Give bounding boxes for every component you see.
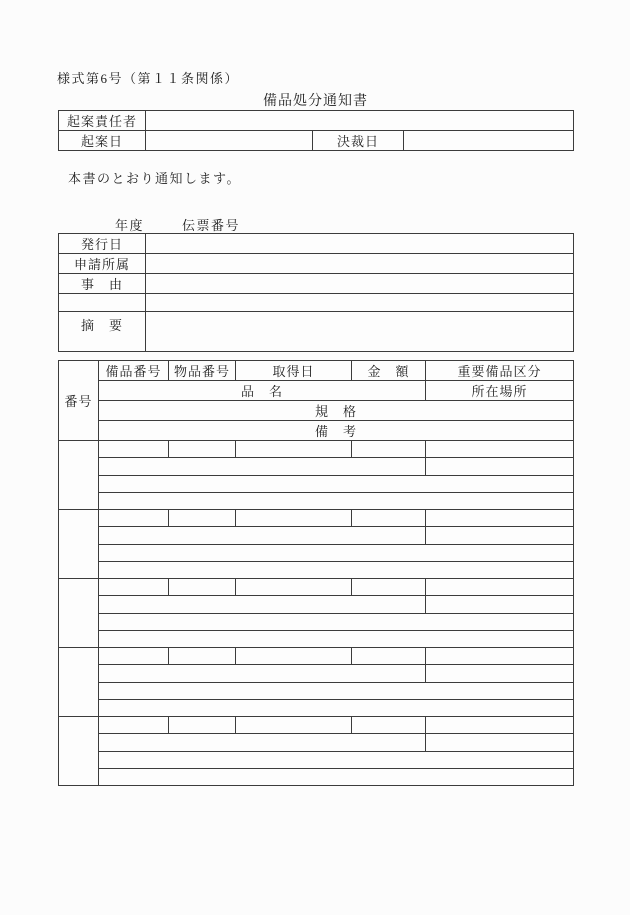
reason-value-cell: [146, 274, 574, 294]
items-header-row-2: [59, 381, 574, 401]
drafter-label: 起案責任者: [59, 111, 146, 131]
item-block-2-main-row: [59, 510, 574, 527]
acquisition-date-cell: [236, 648, 352, 665]
spec-header: 規 格: [99, 401, 574, 421]
items-table-body: [59, 441, 574, 786]
equipment-no-header: 備品番号: [99, 361, 169, 381]
item-block-5-remarks-row: [59, 768, 574, 785]
important-class-cell: [426, 579, 574, 596]
remarks-cell: [99, 699, 574, 716]
drafter-row: [59, 111, 574, 131]
important-class-cell: [426, 510, 574, 527]
slip-number-label: 伝票番号: [182, 218, 241, 233]
item-number-cell: [59, 648, 99, 717]
item-number-cell: [59, 441, 99, 510]
important-class-cell: [426, 717, 574, 734]
item-name-cell: [99, 665, 426, 682]
item-block-2-remarks-row: [59, 561, 574, 578]
item-block-1-spec-row: [59, 475, 574, 492]
important-class-header: 重要備品区分: [426, 361, 574, 381]
location-cell: [426, 527, 574, 544]
equipment-no-cell: [99, 717, 169, 734]
approval-date-label: 決裁日: [313, 131, 404, 151]
acquisition-date-cell: [236, 441, 352, 458]
item-block-4-remarks-row: [59, 699, 574, 716]
location-header: 所在場所: [426, 381, 574, 401]
item-block-4-name-row: [59, 665, 574, 682]
acquisition-date-header: 取得日: [236, 361, 352, 381]
equipment-no-cell: [99, 579, 169, 596]
drafter-value-cell: [146, 111, 574, 131]
item-block-3-name-row: [59, 596, 574, 613]
item-block-2-name-row: [59, 527, 574, 544]
equipment-no-cell: [99, 510, 169, 527]
spec-cell: [99, 613, 574, 630]
reason-label: 事 由: [59, 274, 146, 294]
spec-cell: [99, 682, 574, 699]
location-cell: [426, 458, 574, 475]
location-cell: [426, 596, 574, 613]
item-no-cell: [169, 441, 236, 458]
equipment-no-cell: [99, 441, 169, 458]
reason-extra-value-cell: [146, 294, 574, 312]
reason-extra-label-cell: [59, 294, 146, 312]
acquisition-date-cell: [236, 717, 352, 734]
items-header-row-1: [59, 361, 574, 381]
department-value-cell: [146, 254, 574, 274]
item-name-cell: [99, 527, 426, 544]
amount-cell: [352, 717, 426, 734]
items-header-row-4: [59, 421, 574, 441]
amount-cell: [352, 648, 426, 665]
issue-date-row: [59, 234, 574, 254]
item-no-cell: [169, 648, 236, 665]
item-block-4-main-row: [59, 648, 574, 665]
item-block-1-name-row: [59, 458, 574, 475]
items-table: [58, 360, 574, 786]
item-name-cell: [99, 596, 426, 613]
important-class-cell: [426, 648, 574, 665]
amount-cell: [352, 579, 426, 596]
draft-date-row: [59, 131, 574, 151]
remarks-header: 備 考: [99, 421, 574, 441]
remarks-cell: [99, 768, 574, 785]
spec-cell: [99, 475, 574, 492]
item-no-cell: [169, 717, 236, 734]
items-table-header: [59, 361, 574, 441]
detail-table: [58, 233, 574, 352]
remarks-cell: [99, 492, 574, 509]
item-block-3-spec-row: [59, 613, 574, 630]
amount-cell: [352, 510, 426, 527]
draft-date-value-cell: [146, 131, 313, 151]
draft-date-label: 起案日: [59, 131, 146, 151]
item-block-5-name-row: [59, 734, 574, 751]
item-no-cell: [169, 510, 236, 527]
item-block-1-main-row: [59, 441, 574, 458]
item-block-3-main-row: [59, 579, 574, 596]
department-row: [59, 254, 574, 274]
item-no-header: 物品番号: [169, 361, 236, 381]
summary-row: [59, 312, 574, 352]
spec-cell: [99, 751, 574, 768]
issue-date-label: 発行日: [59, 234, 146, 254]
summary-value-cell: [146, 312, 574, 352]
page-title: 備品処分通知書: [263, 94, 368, 109]
location-cell: [426, 665, 574, 682]
item-block-5-main-row: [59, 717, 574, 734]
item-block-2-spec-row: [59, 544, 574, 561]
item-name-cell: [99, 734, 426, 751]
item-block-5-spec-row: [59, 751, 574, 768]
acquisition-date-cell: [236, 510, 352, 527]
reason-extra-row: [59, 294, 574, 312]
issue-date-value-cell: [146, 234, 574, 254]
draft-approval-table: [58, 110, 574, 151]
item-no-cell: [169, 579, 236, 596]
location-cell: [426, 734, 574, 751]
department-label: 申請所属: [59, 254, 146, 274]
reason-row: [59, 274, 574, 294]
item-block-3-remarks-row: [59, 630, 574, 647]
important-class-cell: [426, 441, 574, 458]
item-name-cell: [99, 458, 426, 475]
remarks-cell: [99, 630, 574, 647]
amount-cell: [352, 441, 426, 458]
item-number-cell: [59, 717, 99, 786]
form-number-label: 様式第6号（第１１条関係）: [57, 71, 240, 86]
approval-date-value-cell: [404, 131, 574, 151]
item-block-1-remarks-row: [59, 492, 574, 509]
acquisition-date-cell: [236, 579, 352, 596]
item-name-header: 品 名: [99, 381, 426, 401]
spec-cell: [99, 544, 574, 561]
item-number-cell: [59, 510, 99, 579]
remarks-cell: [99, 561, 574, 578]
item-block-4-spec-row: [59, 682, 574, 699]
fiscal-year-label: 年度: [115, 218, 145, 233]
notice-text: 本書のとおり通知します。: [68, 171, 241, 186]
equipment-no-cell: [99, 648, 169, 665]
amount-header: 金 額: [352, 361, 426, 381]
item-number-cell: [59, 579, 99, 648]
summary-label: 摘 要: [59, 312, 146, 352]
number-header: 番号: [59, 361, 99, 441]
items-header-row-3: [59, 401, 574, 421]
